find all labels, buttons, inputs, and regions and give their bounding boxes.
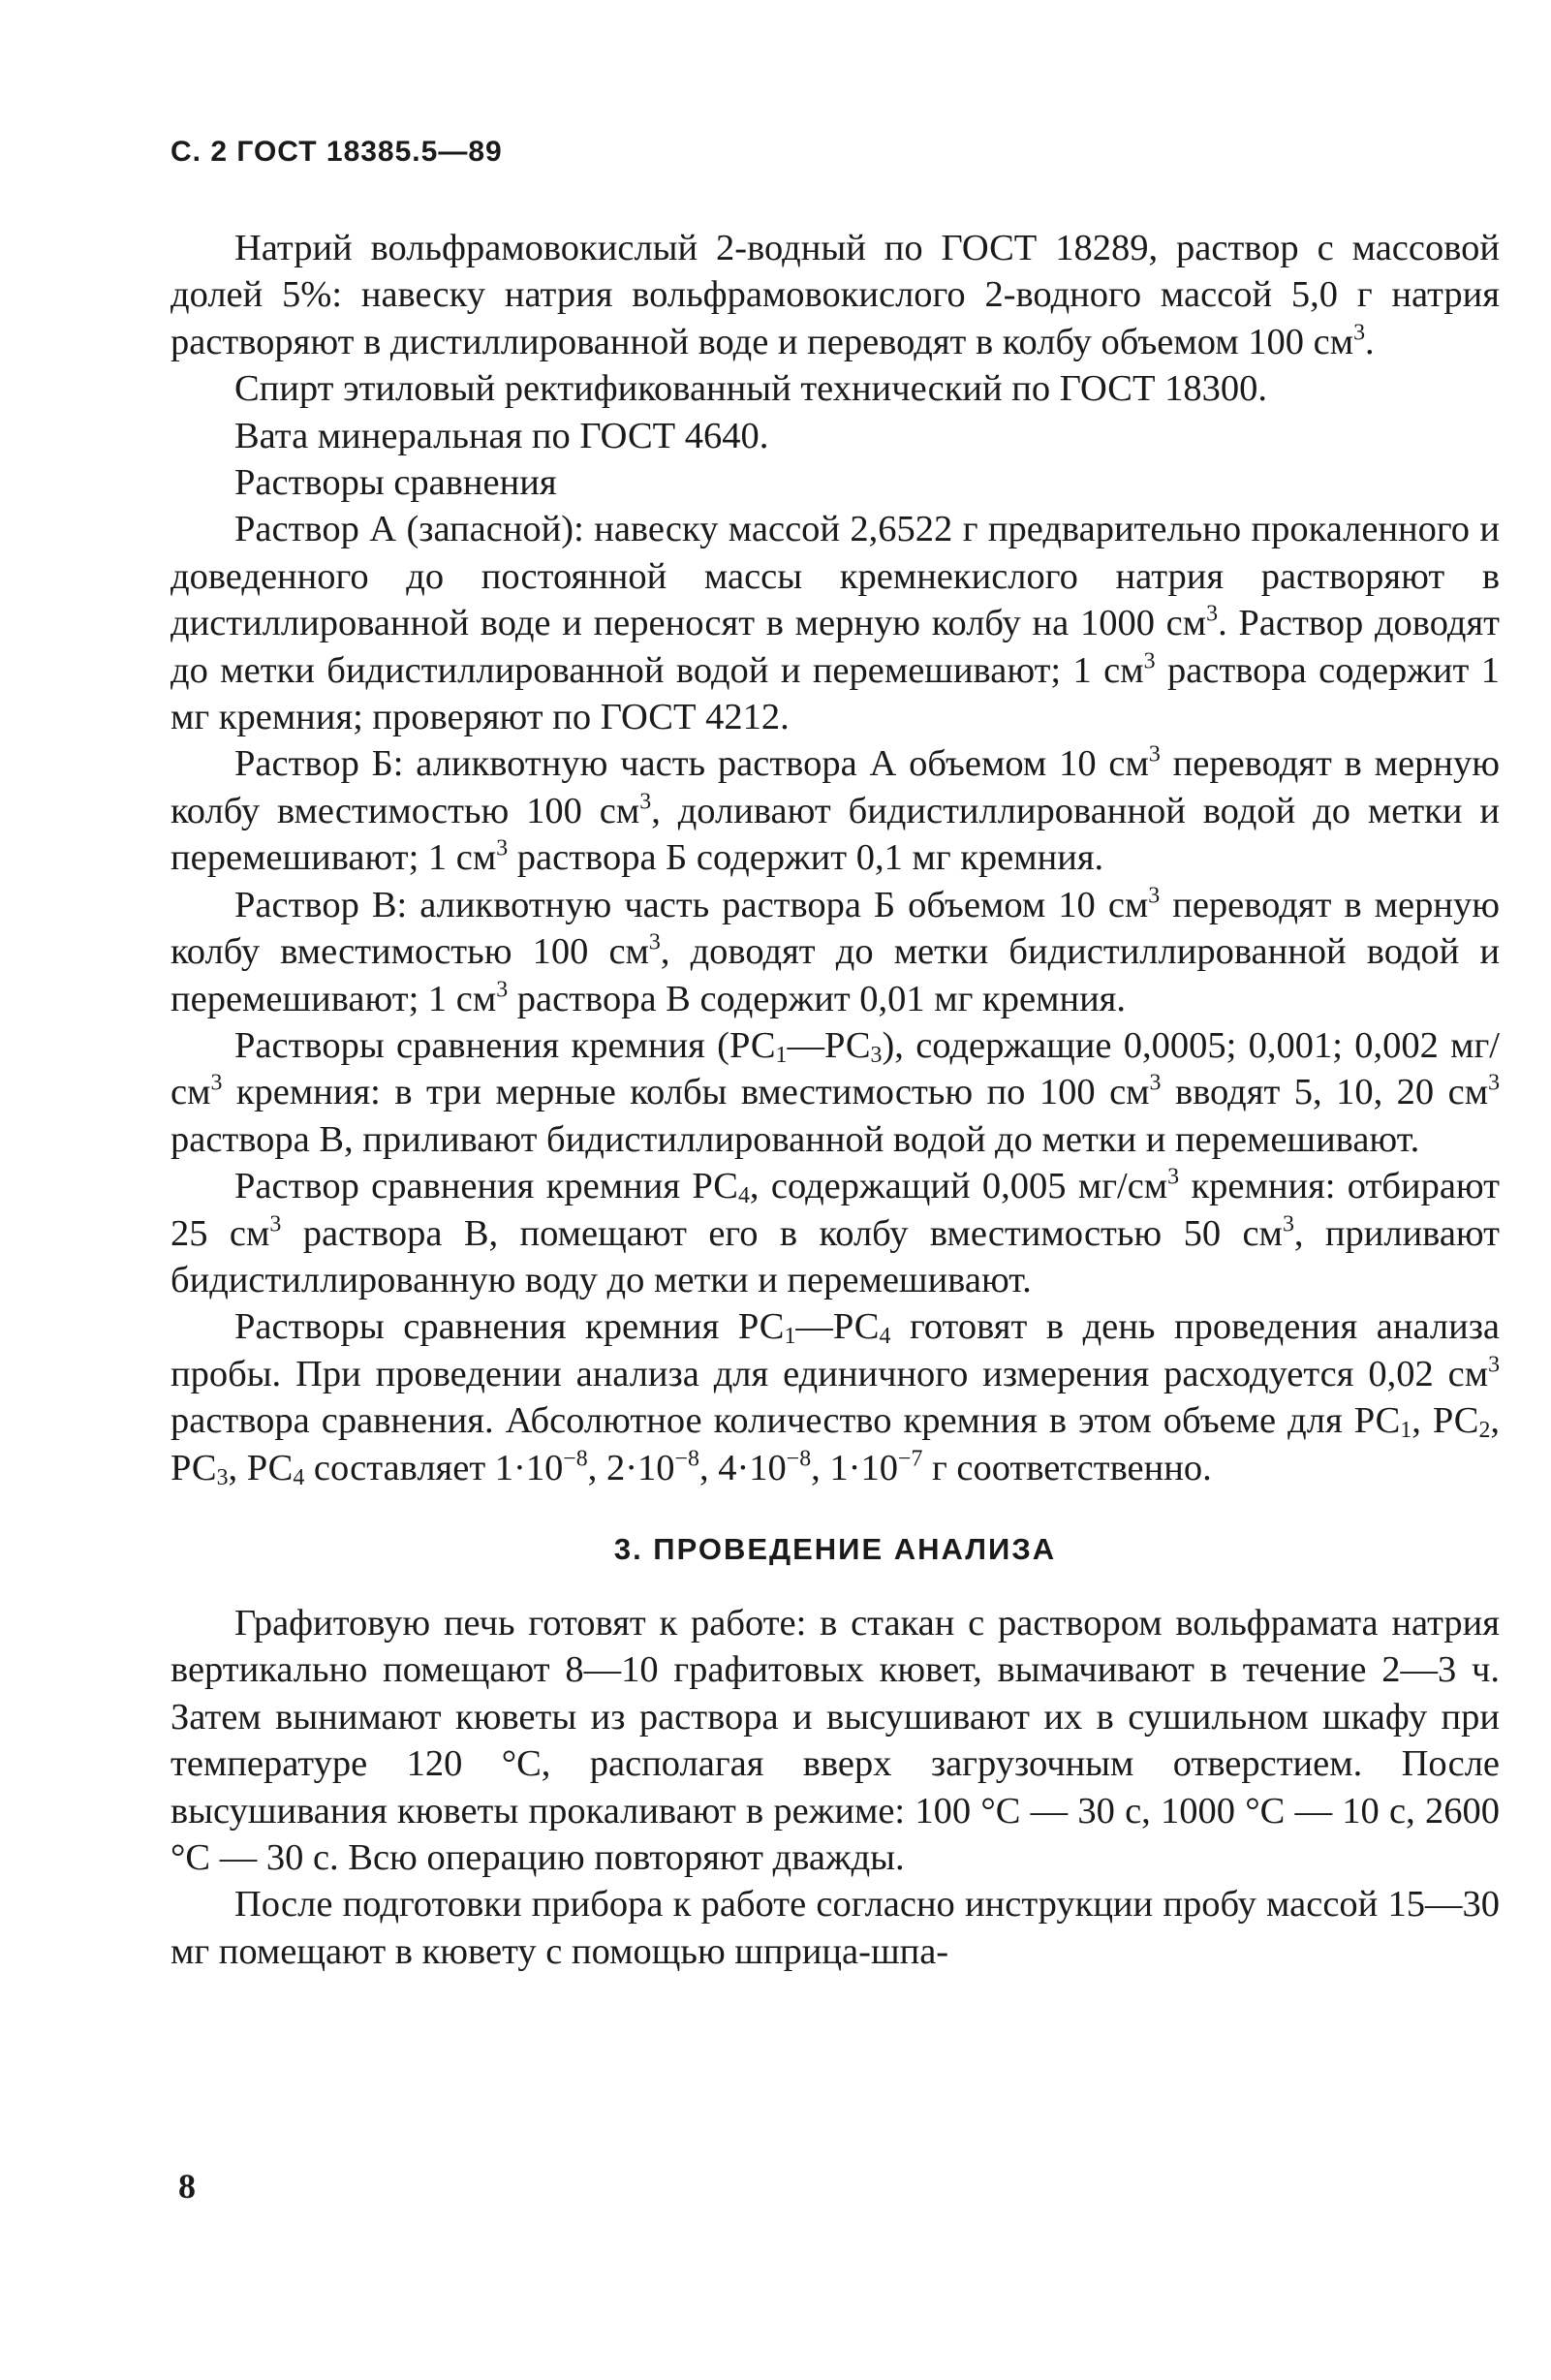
text-run: После подготовки прибора к работе согласно инструкции пробу массой 15—30 мг помещают в кювету с помощью шприца-шпа- [171, 1884, 1500, 1972]
text-run: Графитовую печь готовят к работе: в стакан с раствором вольфрамата натрия вертикально помещают 8—10 графитовых кювет, вымачивают в течение 2—3 ч. Затем вынимают кюветы из раствора и высушивают их в сушильном шкафу при температуре 120 °С, располагая вверх загрузочным отверстием. После высушивания кюветы прокаливают в режиме: 100 °С — 30 с, 1000 °С — 10 с, 2600 °С — 30 с. Всю операцию повторяют дважды. [171, 1602, 1500, 1878]
text-run: , 1·10 [811, 1447, 898, 1488]
superscript: −7 [898, 1446, 923, 1472]
text-run: кремния: в три мерные колбы вместимостью по 100 см [222, 1072, 1150, 1113]
subscript: 1 [784, 1324, 796, 1350]
text-run: Растворы сравнения кремния РС [234, 1306, 785, 1348]
superscript: 3 [1206, 601, 1219, 627]
superscript: 3 [496, 835, 509, 861]
text-run: , приливают бидистиллированную воду до метки и перемешивают. [171, 1212, 1501, 1300]
superscript: 3 [269, 1211, 282, 1237]
paragraph-s1 [171, 1600, 1500, 1881]
text-run: , доливают бидистиллированной водой до метки и перемешивают; 1 см [171, 790, 1500, 879]
text-run: готовят в день проведения анализа пробы. При проведении анализа для единичного измерения расходуется 0,02 см [171, 1306, 1501, 1394]
text-run: раствора сравнения. Абсолютное количество кремния в этом объеме для РС [171, 1400, 1401, 1442]
superscript: 3 [1353, 320, 1365, 346]
text-run: , содержащий 0,005 мг/см [749, 1166, 1168, 1207]
subscript: 3 [870, 1042, 883, 1068]
paragraph-s2 [171, 1881, 1500, 1975]
text-run: переводят в мерную колбу вместимостью 100 см [171, 884, 1500, 973]
superscript: 3 [210, 1071, 223, 1096]
text-run: , РС [228, 1447, 294, 1488]
running-head: С. 2 ГОСТ 18385.5—89 [171, 136, 503, 168]
text-run: . Раствор доводят до метки бидистиллированной водой и перемешивают; 1 см [171, 603, 1500, 691]
paragraph-p4 [171, 459, 1500, 506]
subscript: 3 [216, 1464, 229, 1490]
text-run: , РС [171, 1400, 1501, 1488]
paragraph-p3 [171, 413, 1500, 459]
text-run: раствора Б содержит 0,1 мг кремния. [508, 837, 1104, 879]
paragraph-p8 [171, 1022, 1500, 1163]
superscript: −8 [674, 1446, 699, 1472]
paragraph-p9 [171, 1163, 1500, 1303]
text-run: , 2·10 [587, 1447, 675, 1488]
text-run: , доводят до метки бидистиллированной водой и перемешивают; 1 см [171, 931, 1500, 1019]
subscript: 4 [293, 1464, 305, 1490]
superscript: −8 [786, 1446, 812, 1472]
text-run: переводят в мерную колбу вместимостью 100 см [171, 743, 1500, 831]
text-run: раствора В, приливают бидистиллированной водой до метки и перемешивают. [171, 1118, 1420, 1160]
superscript: 3 [648, 929, 661, 955]
text-run: Спирт этиловый ректификованный технический по ГОСТ 18300. [234, 368, 1267, 410]
text-run: кремния: отбирают 25 см [171, 1166, 1500, 1254]
superscript: 3 [639, 789, 652, 815]
superscript: 3 [1167, 1164, 1180, 1190]
paragraph-p10 [171, 1303, 1500, 1491]
text-run: раствора В содержит 0,01 мг кремния. [508, 978, 1127, 1019]
section-paragraphs [171, 1600, 1500, 1975]
text-run: , РС [1411, 1400, 1479, 1442]
superscript: 3 [1282, 1211, 1294, 1237]
superscript: 3 [496, 977, 509, 1003]
text-run: Натрий вольфрамовокислый 2-водный по ГОСТ 18289, раствор с массовой долей 5%: навеску натрия вольфрамовокислого 2-водного массой 5,0 г натрия растворяют в дистиллированной воде и переводят в колбу объемом 100 см [171, 228, 1500, 362]
text-run: раствора содержит 1 мг кремния; проверяют по ГОСТ 4212. [171, 649, 1500, 738]
paragraph-p5 [171, 506, 1500, 740]
text-run: Раствор В: аликвотную часть раствора Б объемом 10 см [234, 884, 1149, 925]
paragraph-p7 [171, 882, 1500, 1022]
paragraph-p2 [171, 365, 1500, 412]
text-run: г соответственно. [922, 1447, 1212, 1488]
superscript: −8 [563, 1446, 588, 1472]
text-run: Раствор Б: аликвотную часть раствора А объемом 10 см [234, 743, 1149, 785]
page-number: 8 [178, 2167, 196, 2206]
text-run: вводят 5, 10, 20 см [1161, 1072, 1489, 1113]
text-run: ), содержащие 0,0005; 0,001; 0,002 мг/см [171, 1024, 1500, 1113]
subscript: 1 [775, 1042, 788, 1068]
text-run: составляет 1·10 [304, 1447, 564, 1488]
superscript: 3 [1488, 1071, 1500, 1096]
text-run: Растворы сравнения [234, 462, 557, 504]
section-heading: 3. ПРОВЕДЕНИЕ АНАЛИЗА [613, 1531, 1057, 1566]
superscript: 3 [1148, 742, 1161, 768]
text-run: —РС [795, 1306, 880, 1348]
paragraphs-before-section [171, 225, 1500, 1491]
text-run: Раствор А (запасной): навеску массой 2,6522 г предварительно прокаленного и доведенного до постоянной массы кремнекислого натрия растворяют в дистиллированной воде и переносят в мерную колбу на 1000 см [171, 509, 1500, 644]
superscript: 3 [1488, 1352, 1500, 1378]
text-run: , 4·10 [698, 1447, 787, 1488]
subscript: 4 [737, 1182, 750, 1208]
text-run: . [1365, 321, 1375, 362]
text-run: Раствор сравнения кремния РС [234, 1166, 738, 1207]
superscript: 3 [1148, 883, 1161, 909]
body-text [171, 225, 1500, 1975]
superscript: 3 [1149, 1071, 1162, 1096]
superscript: 3 [1143, 648, 1156, 674]
paragraph-p6 [171, 740, 1500, 881]
paragraph-p1 [171, 225, 1500, 365]
text-run: Вата минеральная по ГОСТ 4640. [234, 415, 769, 456]
subscript: 4 [879, 1324, 891, 1350]
text-run: Растворы сравнения кремния (РС [234, 1024, 776, 1066]
text-run: —РС [787, 1024, 871, 1066]
subscript: 2 [1478, 1417, 1491, 1443]
subscript: 1 [1400, 1417, 1412, 1443]
text-run: раствора В, помещают его в колбу вместимостью 50 см [281, 1212, 1283, 1254]
